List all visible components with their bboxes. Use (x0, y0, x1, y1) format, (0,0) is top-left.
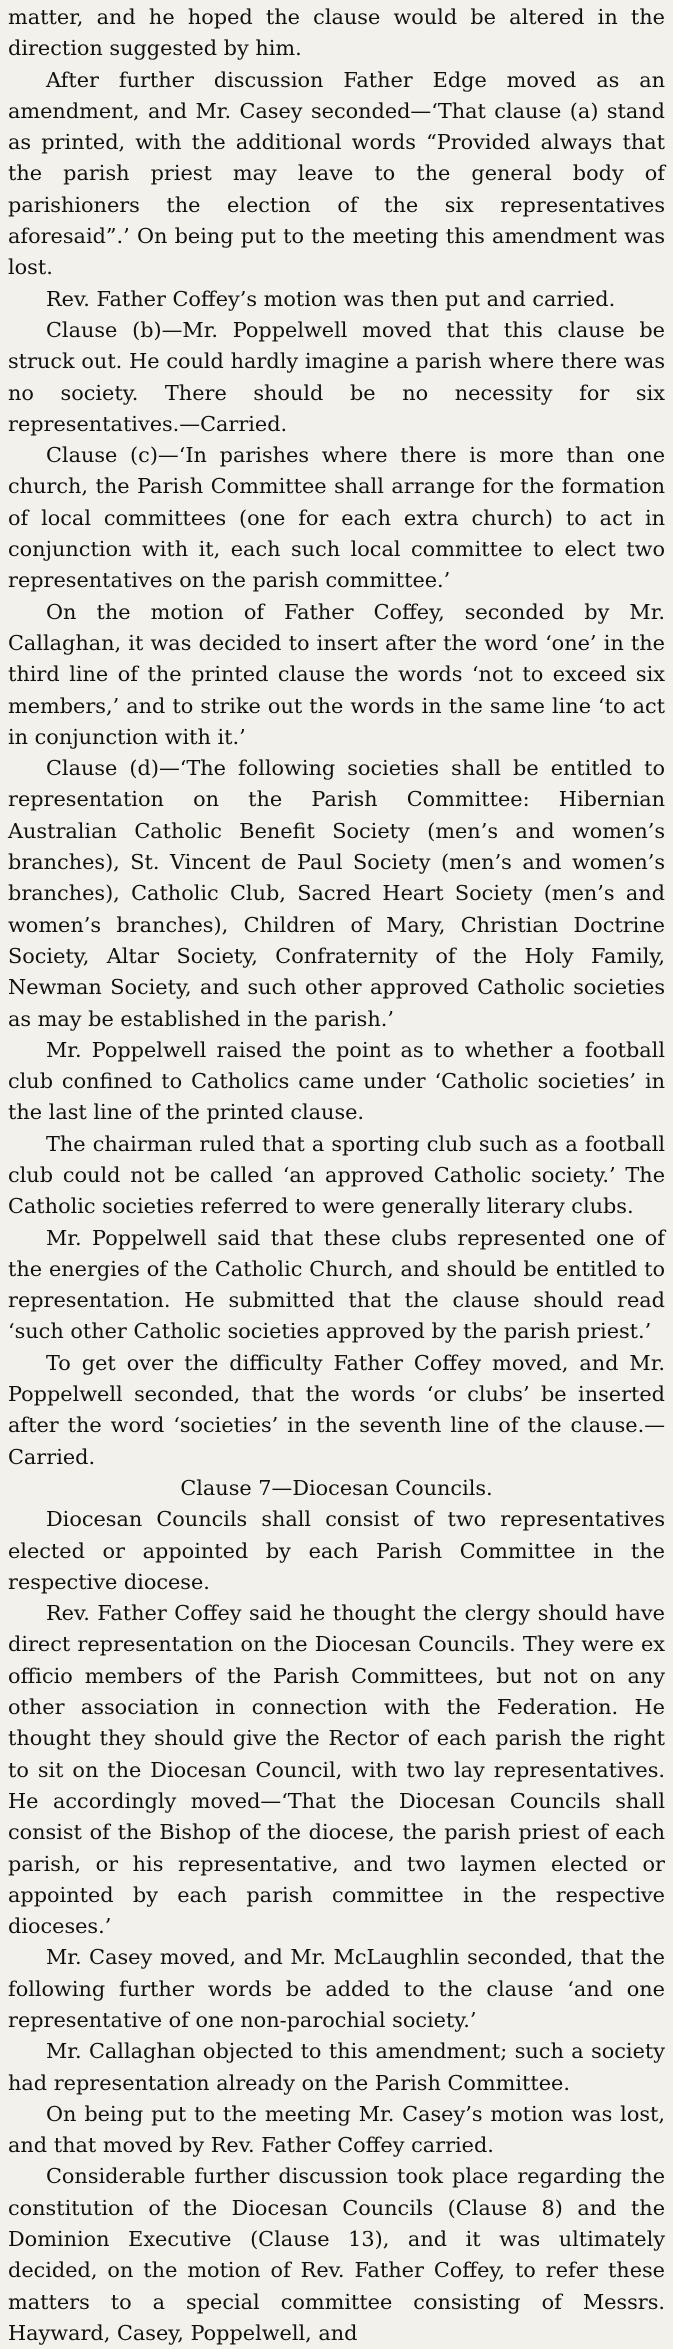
section-heading: Clause 7—Diocesan Councils. (180, 1475, 493, 1500)
article-paragraph: Mr. Poppelwell raised the point as to whether a football club confined to Catholics came under ‘Catholic societies’ in the last line of the printed clause. (8, 1037, 665, 1125)
article-paragraph: Mr. Callaghan objected to this amendment; such a society had representation already on the Parish Committee. (8, 2039, 665, 2095)
article-paragraph: To get over the difficulty Father Coffey moved, and Mr. Poppelwell seconded, that the words ‘or clubs’ be inserted after the word ‘societies’ in the seventh line of the clause.—Carried. (8, 1350, 665, 1469)
article-paragraph: matter, and he hoped the clause would be altered in the direction suggested by him. (8, 5, 665, 61)
article-paragraph: Rev. Father Coffey said he thought the clergy should have direct representation on the Diocesan Councils. They were ex officio members of the Parish Committees, but not on any other association in connection with the Federation. He thought they should give the Rector of each parish the right to sit on the Diocesan Council, with two lay representatives. He accordingly moved—‘That the Diocesan Councils shall consist of the Bishop of the diocese, the parish priest of each parish, or his representative, and two laymen elected or appointed by each parish committee in the respective dioceses.’ (8, 1601, 665, 1939)
article-paragraph: After further discussion Father Edge moved as an amendment, and Mr. Casey seconded—‘That clause (a) stand as printed, with the additional words “Provided always that the parish priest may leave to the general body of parishioners the election of the six representatives aforesaid”.’ On being put to the meeting this amendment was lost. (8, 67, 665, 280)
article-paragraph: Considerable further discussion took place regarding the constitution of the Diocesan Councils (Clause 8) and the Dominion Executive (Clause 13), and it was ultimately decided, on the motion of Rev. Father Coffey, to refer these matters to a special committee consisting of Messrs. Hayward, Casey, Poppelwell, and (8, 2164, 665, 2345)
article-paragraph: Clause (c)—‘In parishes where there is more than one church, the Parish Committee shall arrange for the formation of local committees (one for each extra church) to act in conjunction with it, each such local committee to elect two representatives on the parish committee.’ (8, 443, 665, 593)
article-paragraph: On being put to the meeting Mr. Casey’s motion was lost, and that moved by Rev. Father Coffey carried. (8, 2101, 665, 2158)
article-paragraph: On the motion of Father Coffey, seconded by Mr. Callaghan, it was decided to insert after the word ‘one’ in the third line of the printed clause the words ‘not to exceed six members,’ and to strike out the words in the same line ‘to act in conjunction with it.’ (8, 599, 665, 749)
article-paragraph: Mr. Casey moved, and Mr. McLaughlin seconded, that the following further words be added to the clause ‘and one representative of one non-parochial society.’ (8, 1945, 665, 2032)
article-paragraph: Clause (b)—Mr. Poppelwell moved that this clause be struck out. He could hardly imagine a parish where there was no society. There should be no necessity for six representatives.—Carried. (8, 317, 665, 436)
article-paragraph: The chairman ruled that a sporting club such as a football club could not be called ‘an approved Catholic society.’ The Catholic societies referred to were generally literary clubs. (8, 1131, 665, 1219)
article-paragraph: Rev. Father Coffey’s motion was then put and carried. (46, 286, 616, 311)
article-paragraph: Clause (d)—‘The following societies shall be entitled to representation on the Parish Committee: Hibernian Australian Catholic Benefit Society (men’s and women’s branches), St. Vincent de Paul Society (men’s and women’s branches), Catholic Club, Sacred Heart Society (men’s and women’s branches), Children of Mary, Christian Doctrine Society, Altar Society, Confraternity of the Holy Family, Newman Society, and such other approved Catholic societies as may be established in the parish.’ (8, 756, 665, 1031)
article-paragraph: Diocesan Councils shall consist of two representatives elected or appointed by each Parish Committee in the respective diocese. (8, 1507, 665, 1594)
article-paragraph: Mr. Poppelwell said that these clubs represented one of the energies of the Catholic Church, and should be entitled to representation. He submitted that the clause should read ‘such other Catholic societies approved by the parish priest.’ (8, 1225, 665, 1344)
